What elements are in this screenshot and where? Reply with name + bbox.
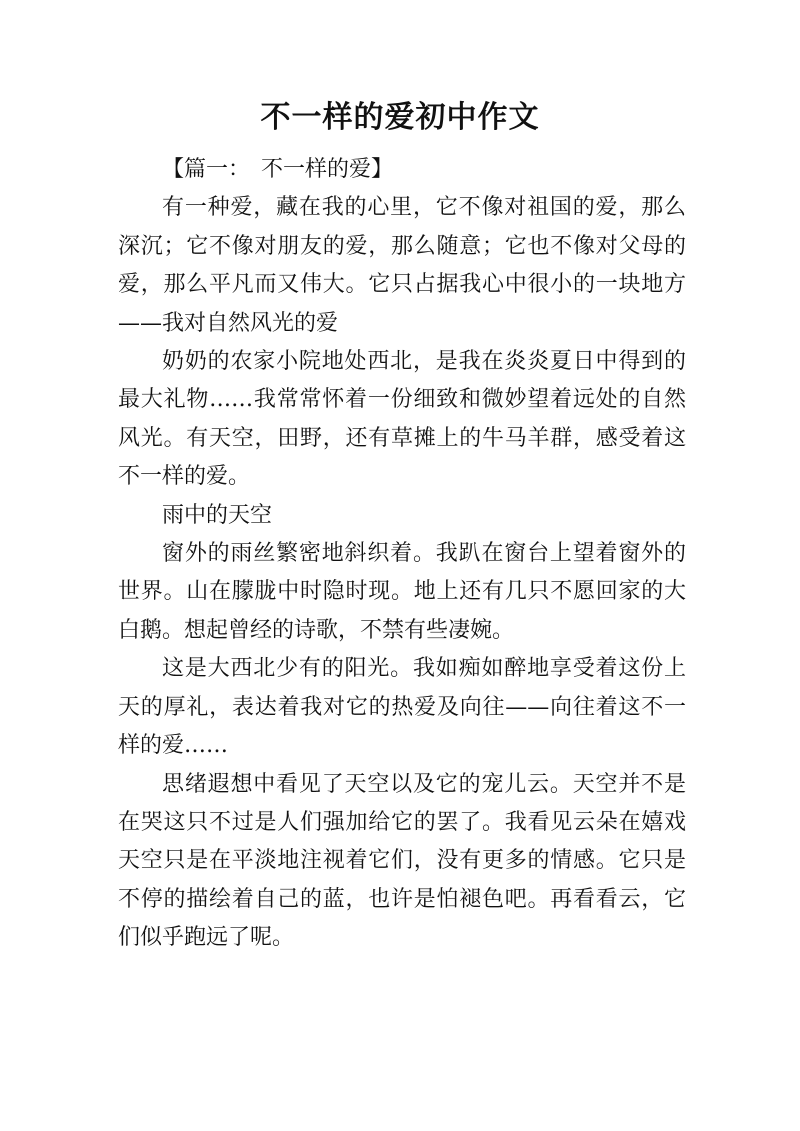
subheading-rain-sky: 雨中的天空: [162, 502, 273, 528]
paragraph-3: 窗外的雨丝繁密地斜织着。我趴在窗台上望着窗外的世界。山在朦胧中时隐时现。地上还有几只不愿回家的大白鹅。想起曾经的诗歌，不禁有些凄婉。: [118, 541, 686, 643]
paragraph-2: 奶奶的农家小院地处西北，是我在炎炎夏日中得到的最大礼物……我常常怀着一份细致和微妙望着远处的自然风光。有天空，田野，还有草摊上的牛马羊群，感受着这不一样的爱。: [118, 349, 686, 490]
section-heading: 【篇一： 不一样的爱】: [162, 157, 394, 182]
document-body: [118, 151, 686, 958]
document-title: 不一样的爱初中作文: [260, 100, 540, 135]
paragraph-1: 有一种爱，藏在我的心里，它不像对祖国的爱，那么深沉；它不像对朋友的爱，那么随意；它也不像对父母的爱，那么平凡而又伟大。它只占据我心中很小的一块地方——我对自然风光的爱: [118, 195, 686, 336]
paragraph-5: 思绪遐想中看见了天空以及它的宠儿云。天空并不是在哭这只不过是人们强加给它的罢了。我看见云朵在嬉戏天空只是在平淡地注视着它们，没有更多的情感。它只是不停的描绘着自己的蓝，也许是怕褪色吧。再看看云，它们似乎跑远了呢。: [118, 771, 686, 951]
paragraph-4: 这是大西北少有的阳光。我如痴如醉地享受着这份上天的厚礼，表达着我对它的热爱及向往——向往着这不一样的爱……: [118, 656, 686, 759]
